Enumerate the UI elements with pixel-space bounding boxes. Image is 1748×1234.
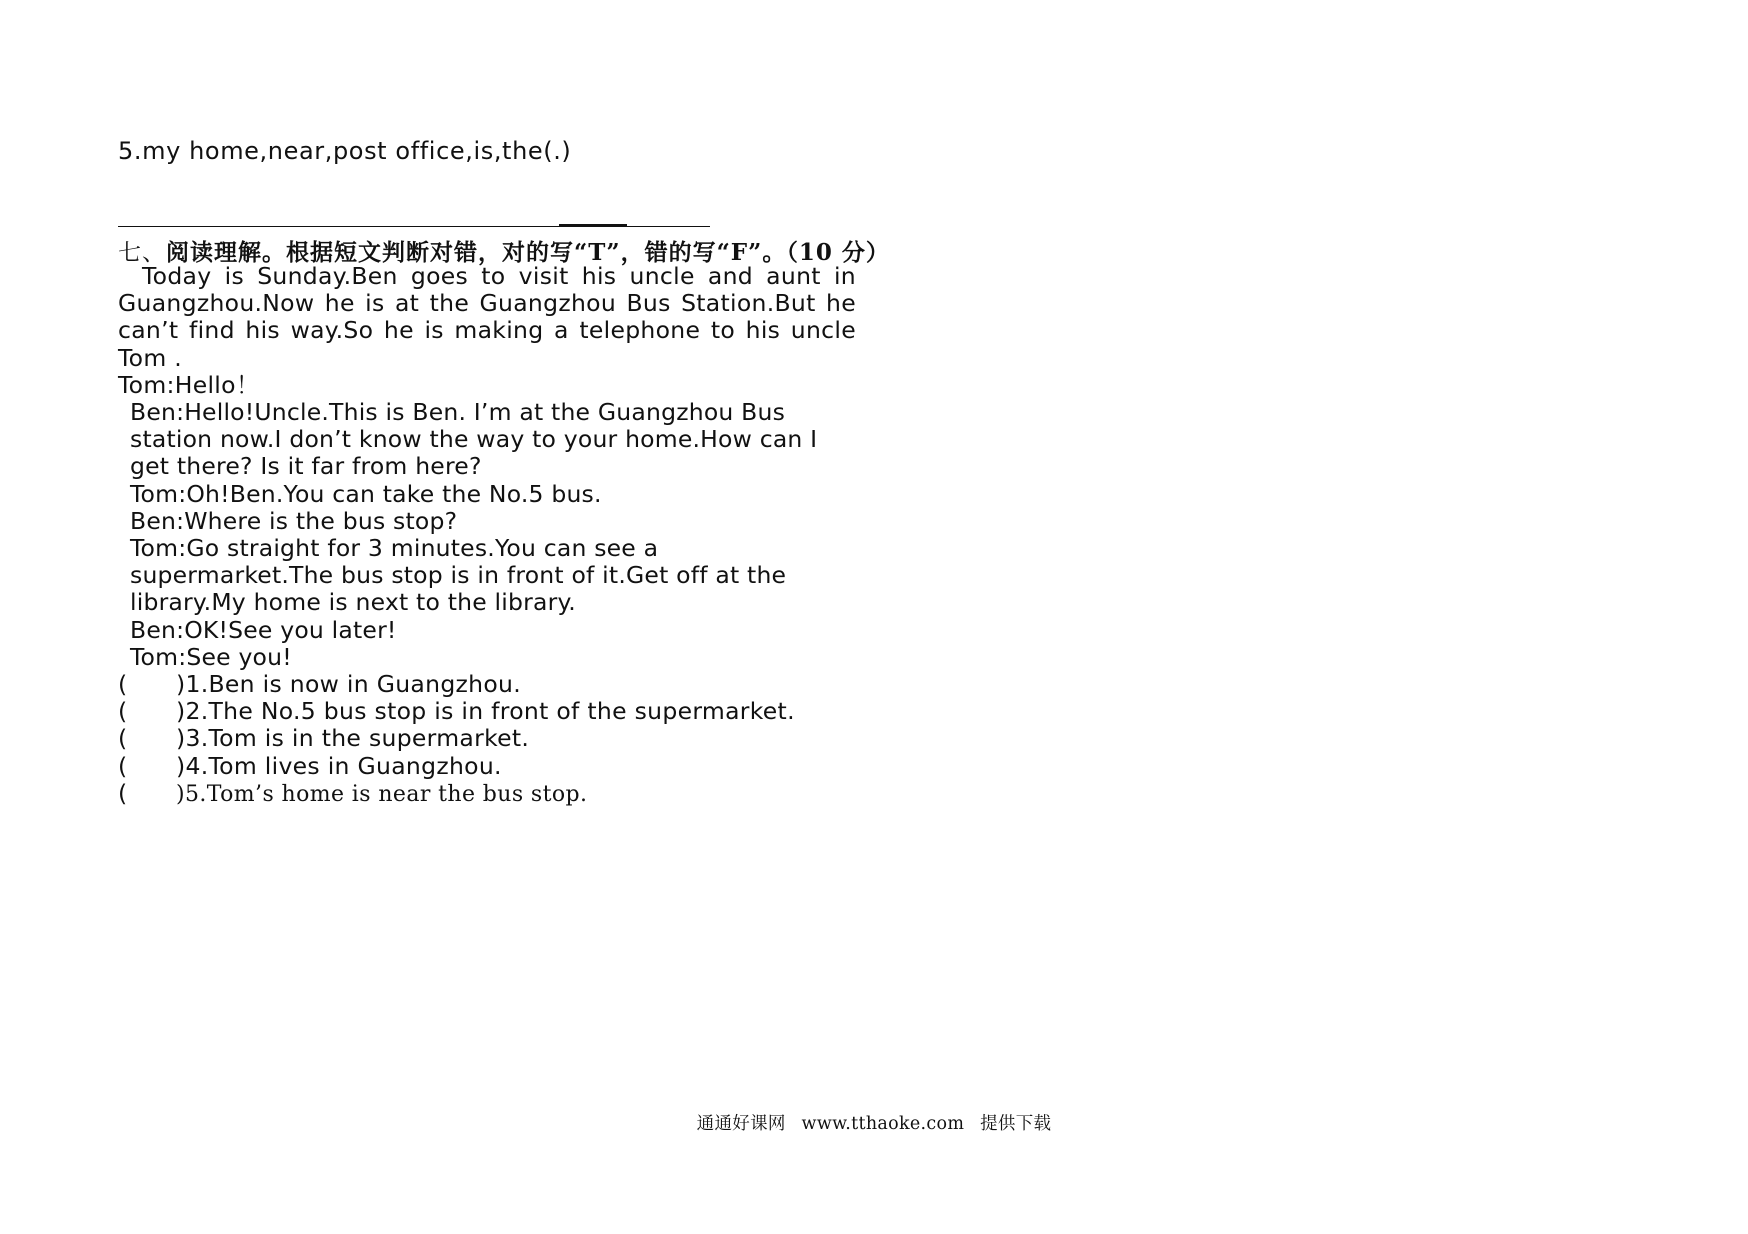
true-false-item: [118, 780, 856, 808]
answer-blank[interactable]: (: [118, 670, 128, 699]
item-text: )3.Tom is in the supermarket.: [176, 724, 530, 753]
item-text: )1.Ben is now in Guangzhou.: [176, 670, 522, 699]
question-5-prompt: 5.my home,near,post office,is,the(.): [118, 137, 572, 165]
answer-blank[interactable]: (: [118, 751, 128, 780]
dialogue-line: Tom:Oh!Ben.You can take the No.5 bus.: [130, 479, 602, 508]
footer-note: 提供下载: [980, 1114, 1052, 1134]
intro-paragraph-text: Today is Sunday.Ben goes to visit his uncle and aunt in Guangzhou.Now he is at the Guangzhou Bus Station.But he can’t find his way.So he is making a telephone to his uncle Tom .: [118, 262, 856, 372]
page-footer: [0, 1110, 1748, 1135]
item-text: )2.The No.5 bus stop is in front of the supermarket.: [176, 697, 795, 726]
footer-site-name: 通通好课网: [696, 1114, 786, 1134]
reading-passage: [118, 263, 856, 808]
true-false-items: [118, 671, 856, 808]
answer-blank[interactable]: (: [118, 778, 128, 807]
section-number: 七、: [118, 240, 166, 266]
dialogue-line: Ben:OK!See you later!: [130, 615, 397, 644]
true-false-item: [118, 671, 856, 698]
dialogue-line: Ben:Hello!Uncle.This is Ben. I’m at the Guangzhou Bus station now.I don’t know the way to your home.How can I get there? Is it far from here?: [130, 398, 818, 481]
opening-line: Tom:Hello！: [118, 370, 260, 399]
dialogue-line: Tom:See you!: [130, 642, 292, 671]
item-text: )4.Tom lives in Guangzhou.: [176, 751, 502, 780]
answer-blank[interactable]: (: [118, 697, 128, 726]
dialogue-line: Ben:Where is the bus stop?: [130, 506, 458, 535]
true-false-item: [118, 698, 856, 725]
section-instructions: 阅读理解。根据短文判断对错，对的写“T”，错的写“F”。（10 分）: [166, 239, 890, 266]
intro-paragraph: [118, 263, 856, 372]
dialogue-line: Tom:Go straight for 3 minutes.You can see a supermarket.The bus stop is in front of it.Get off at the library.My home is next to the library.: [130, 534, 787, 617]
answer-blank[interactable]: (: [118, 724, 128, 753]
true-false-item: [118, 725, 856, 752]
footer-url[interactable]: www.tthaoke.com: [801, 1114, 965, 1134]
dialogue: [118, 399, 856, 671]
answer-line-segment: [559, 224, 627, 227]
item-text: )5.Tom’s home is near the bus stop.: [176, 781, 588, 807]
true-false-item: [118, 753, 856, 780]
